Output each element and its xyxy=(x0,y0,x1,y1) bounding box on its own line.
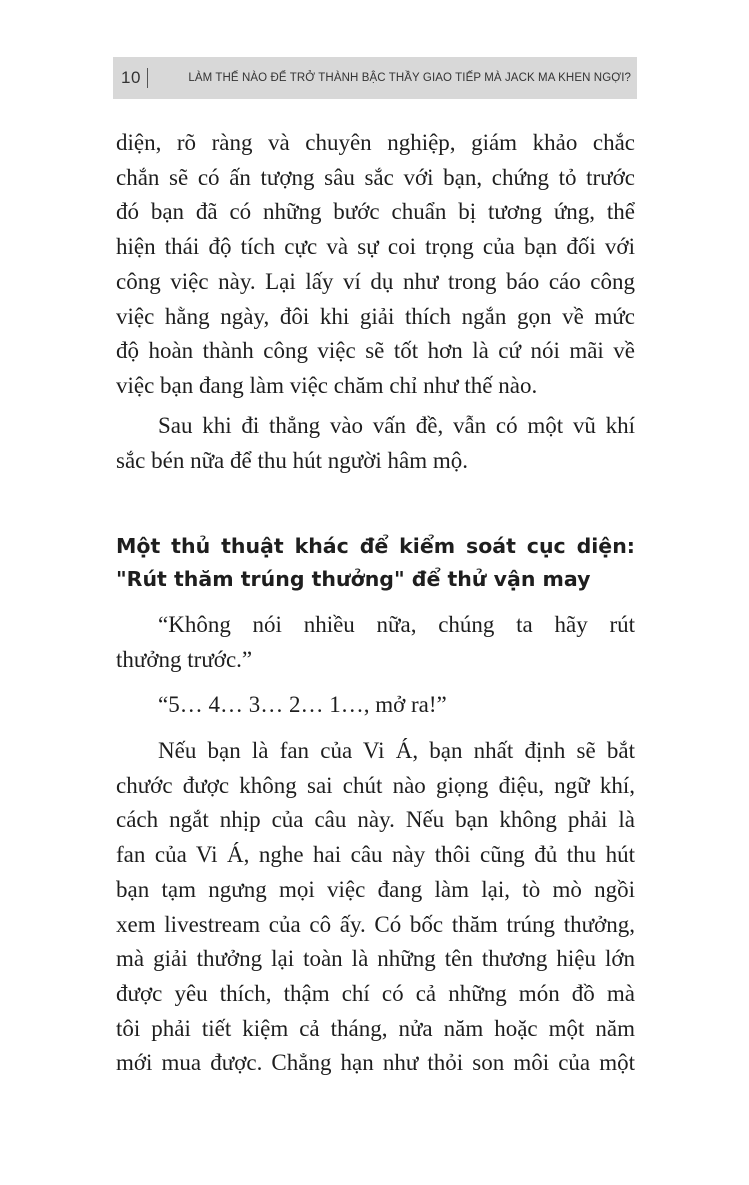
page-number: 10 xyxy=(121,68,141,87)
text-line: “5… 4… 3… 2… 1…, mở ra!” xyxy=(158,692,447,717)
text-line: diện, rõ ràng và chuyên nghiệp, giám khảo chắc xyxy=(116,130,635,155)
text-line: xem livestream của cô ấy. Có bốc thăm trúng thưởng, xyxy=(116,911,635,937)
text-line: công việc này. Lại lấy ví dụ như trong báo cáo công xyxy=(116,268,635,294)
text-line: “Không nói nhiều nữa, chúng ta hãy rút xyxy=(158,612,635,637)
running-title: LÀM THẾ NÀO ĐỂ TRỞ THÀNH BẬC THẦY GIAO TIẾP MÀ JACK MA KHEN NGỢI? xyxy=(188,72,631,84)
text-line: mới mua được. Chẳng hạn như thỏi son môi của một xyxy=(116,1050,635,1076)
running-header xyxy=(113,57,637,99)
text-line: bạn tạm ngưng mọi việc đang làm lại, tò mò ngồi xyxy=(116,876,635,902)
paragraph-continued xyxy=(116,126,635,404)
text-line: chước được không sai chút nào giọng điệu, ngữ khí, xyxy=(116,772,635,798)
text-line: fan của Vi Á, nghe hai câu này thôi cũng đủ thu hút xyxy=(116,842,635,868)
text-line: tôi phải tiết kiệm cả tháng, nửa năm hoặc một năm xyxy=(116,1015,635,1041)
text-line: cách ngắt nhịp của câu này. Nếu bạn không phải là xyxy=(116,807,635,833)
text-line: mà giải thưởng lại toàn là những tên thương hiệu lớn xyxy=(116,946,635,972)
text-line: việc bạn đang làm việc chăm chỉ như thế nào. xyxy=(116,372,538,398)
text-line: chắn sẽ có ấn tượng sâu sắc với bạn, chứng tỏ trước xyxy=(116,164,635,190)
text-line: việc hằng ngày, đôi khi giải thích ngắn gọn về mức xyxy=(116,303,635,329)
section-heading xyxy=(116,530,635,596)
text-line: sắc bén nữa để thu hút người hâm mộ. xyxy=(116,447,468,473)
text-line: độ hoàn thành công việc sẽ tốt hơn là cứ nói mãi về xyxy=(116,338,635,364)
text-line: Sau khi đi thẳng vào vấn đề, vẫn có một vũ khí xyxy=(158,413,635,438)
heading-line: "Rút thăm trúng thưởng" để thử vận may xyxy=(116,567,591,591)
text-line: hiện thái độ tích cực và sự coi trọng của bạn đối với xyxy=(116,234,635,260)
paragraph-main xyxy=(116,734,635,1081)
paragraph-transition xyxy=(116,409,635,478)
text-line: được yêu thích, thậm chí có cả những món đồ mà xyxy=(116,980,635,1006)
text-line: Nếu bạn là fan của Vi Á, bạn nhất định sẽ bắt xyxy=(158,738,635,763)
quote-paragraph xyxy=(116,608,635,677)
text-line: thưởng trước.” xyxy=(116,646,253,672)
countdown-quote xyxy=(116,688,635,723)
header-divider xyxy=(147,68,148,88)
heading-line: Một thủ thuật khác để kiểm soát cục diện: xyxy=(116,534,635,558)
text-line: đó bạn đã có những bước chuẩn bị tương ứng, thể xyxy=(116,199,635,225)
